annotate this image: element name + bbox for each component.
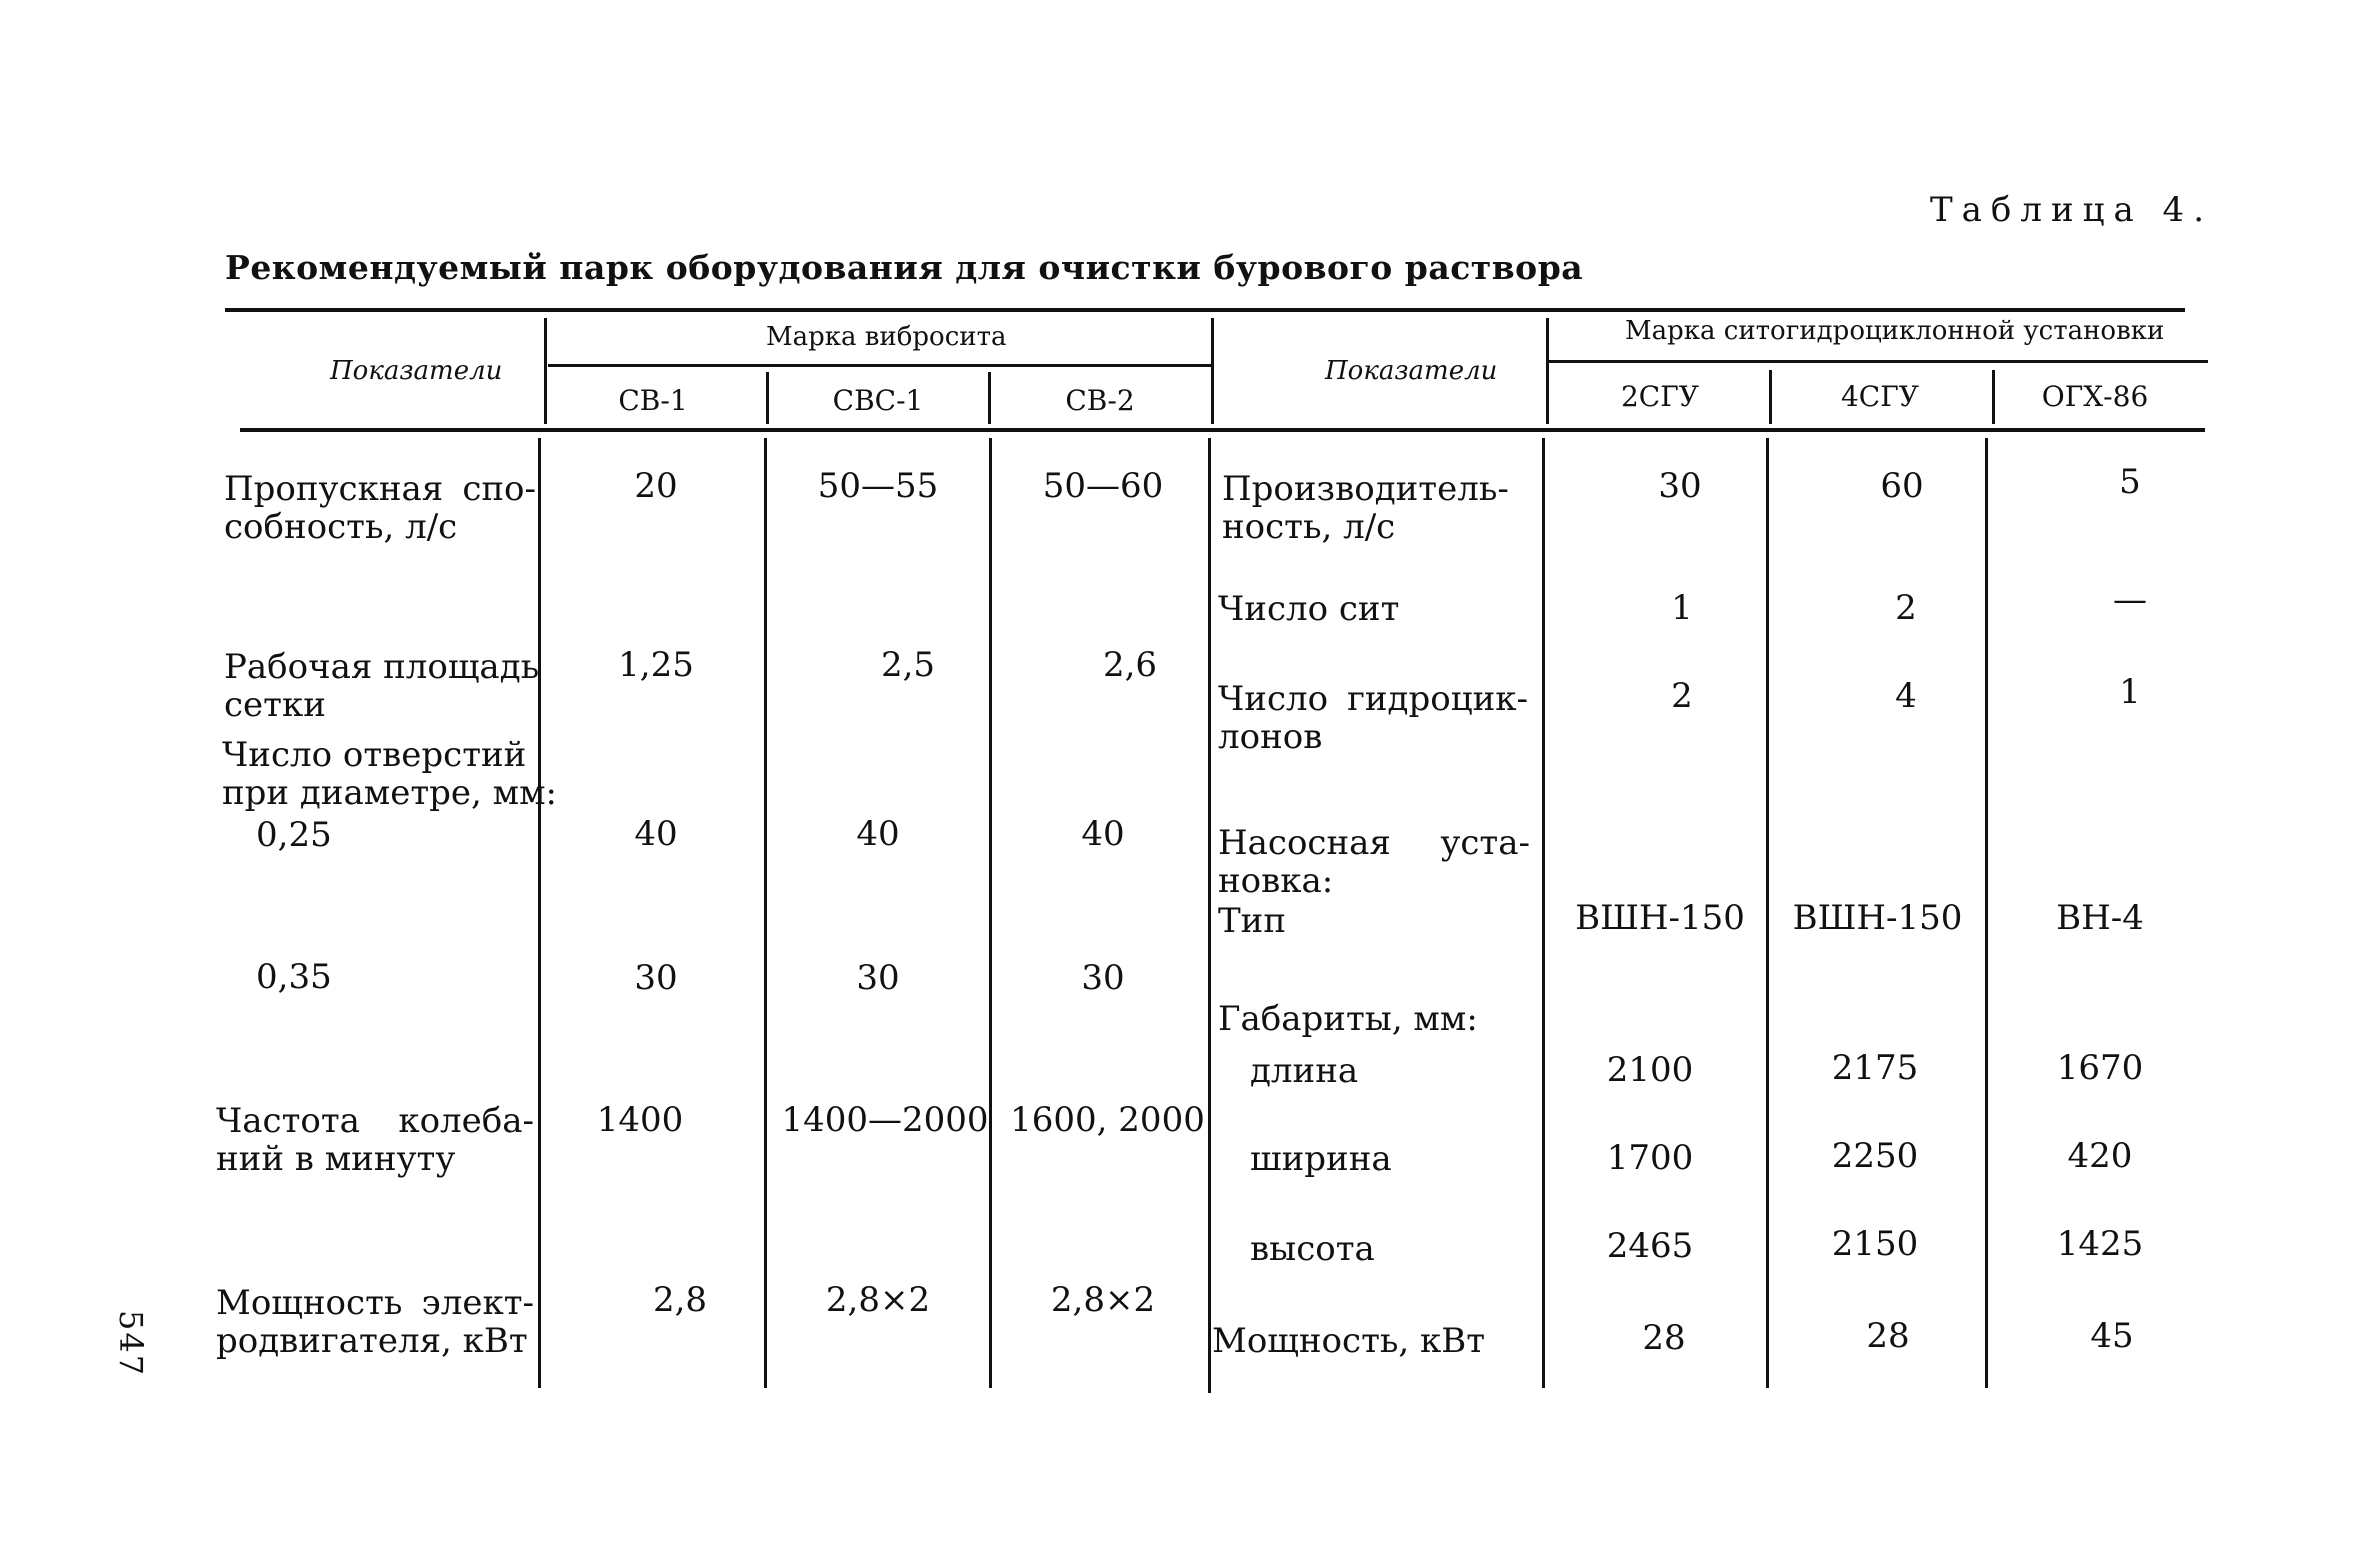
table-cell: ВШН-150 [1792,898,1963,938]
table-cell: 20 [634,466,678,506]
header-divider [988,372,991,424]
header-bottom-rule [240,428,2205,432]
table-cell: ВН-4 [2056,898,2144,938]
table-cell: 2100 [1606,1050,1694,1090]
table-cell: 2,8×2 [1050,1280,1156,1320]
table-cell: 2 [1671,676,1693,716]
table-cell: 5 [2119,462,2141,502]
table-cell: 2 [1895,588,1917,628]
left-column-header: СВС-1 [832,384,924,417]
table-cell: 45 [2090,1316,2134,1356]
header-divider [766,372,769,424]
table-cell: 1,25 [618,645,694,685]
row-label: Число отверстий при диаметре, мм: [222,735,557,813]
table-cell: 2250 [1831,1136,1919,1176]
table-cell: 1 [2119,672,2141,712]
left-column-header: СВ-2 [1065,384,1135,417]
table-cell: 28 [1866,1316,1910,1356]
right-group-header: Марка ситогидроциклонной установки [1625,316,2165,346]
row-label: Число сит [1218,589,1400,629]
row-label: Мощность, кВт [1212,1321,1486,1361]
row-label: Тип [1218,901,1286,941]
table-cell: 1425 [2056,1224,2144,1264]
right-param-header: Показатели [1325,356,1498,386]
table-cell: 2465 [1606,1226,1694,1266]
table-cell: 4 [1895,676,1917,716]
table-cell: 28 [1642,1318,1686,1358]
table-cell: — [2113,580,2147,620]
table-cell: 2,8×2 [825,1280,931,1320]
right-column-header: ОГХ-86 [2041,380,2149,413]
page-number: 547 [112,1310,150,1378]
header-divider [544,318,547,424]
table-cell: 40 [856,814,900,854]
body-divider [1542,438,1545,1388]
table-cell: 420 [2067,1136,2133,1176]
body-divider [764,438,767,1388]
table-cell: 1700 [1606,1138,1694,1178]
header-divider [1546,318,1549,424]
table-cell: 2,5 [880,645,936,685]
left-param-header: Показатели [330,356,503,386]
right-column-header: 2СГУ [1620,380,1699,413]
body-divider [1985,438,1988,1388]
row-label: высота [1250,1229,1375,1269]
row-label: Рабочая площадь сетки [224,647,540,725]
table-cell: 30 [634,958,678,998]
table-cell: 30 [856,958,900,998]
table-cell: 2150 [1831,1224,1919,1264]
table-cell: 1670 [2056,1048,2144,1088]
header-divider [1211,318,1214,424]
row-label: Пропускная спо- собность, л/с [224,469,536,547]
table-cell: ВШН-150 [1575,898,1745,938]
table-cell: 1 [1671,588,1693,628]
right-column-header: 4СГУ [1840,380,1919,413]
row-label: Число гидроцик- лонов [1218,679,1528,757]
body-divider [1208,438,1211,1393]
left-group-rule [548,364,1213,367]
table-cell: 60 [1880,466,1924,506]
row-label: Габариты, мм: [1218,999,1478,1039]
table-cell: 40 [634,814,678,854]
row-label: длина [1250,1051,1359,1091]
row-label: ширина [1250,1139,1392,1179]
table-cell: 2,6 [1102,645,1158,685]
table-title: Рекомендуемый парк оборудования для очистки бурового раствора [225,248,1584,287]
table-cell: 30 [1081,958,1125,998]
table-cell: 2175 [1831,1048,1919,1088]
table-top-rule [225,308,2185,312]
row-label: Производитель- ность, л/с [1222,469,1509,547]
table-cell: 2,8 [652,1280,708,1320]
table-cell: 1400—2000 [781,1100,989,1140]
left-column-header: СВ-1 [618,384,688,417]
row-label: Частота колеба- ний в минуту [216,1101,534,1179]
right-group-rule [1548,360,2208,363]
table-cell: 50—60 [1042,466,1164,506]
table-cell: 40 [1081,814,1125,854]
body-divider [989,438,992,1388]
row-label: 0,25 [256,815,332,855]
row-label: Насосная уста- новка: [1218,823,1530,901]
body-divider [538,438,541,1388]
row-label: Мощность элект- родвигателя, кВт [216,1283,534,1361]
table-cell: 1400 [596,1100,684,1140]
header-divider [1769,370,1772,424]
row-label: 0,35 [256,957,332,997]
table-caption: Таблица 4. [1929,190,2213,230]
table-cell: 1600, 2000 [1010,1100,1205,1140]
left-group-header: Марка вибросита [766,322,1007,352]
table-cell: 30 [1658,466,1702,506]
table-cell: 50—55 [817,466,939,506]
